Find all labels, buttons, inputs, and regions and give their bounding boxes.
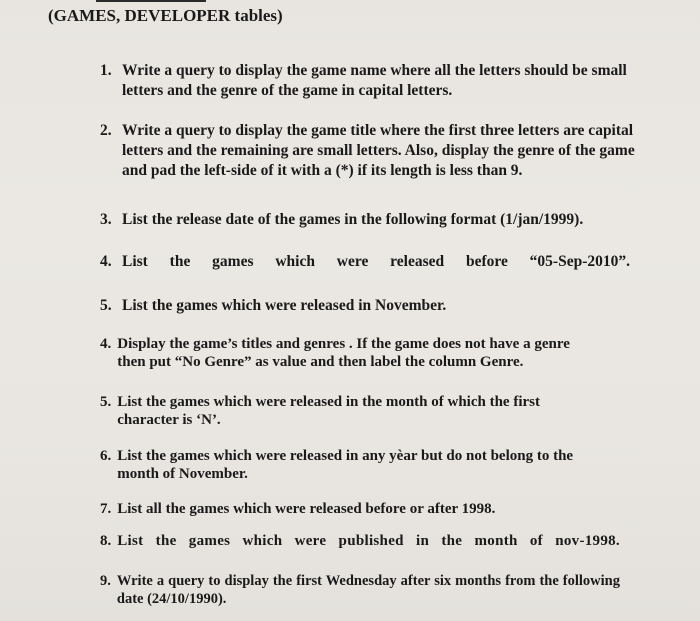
question-text: List all the games which were released before or after 1998.: [117, 501, 496, 517]
question-item: [100, 252, 630, 272]
question-number: 5.: [100, 394, 112, 410]
question-number: 9.: [100, 573, 111, 589]
question-item: [100, 210, 620, 230]
document-heading: (GAMES, DEVELOPER tables): [48, 6, 283, 25]
question-text: List the games which were published in the month of nov-1998.: [117, 533, 620, 549]
question-number: 1.: [100, 62, 112, 79]
question-number: 4.: [100, 253, 112, 270]
question-item: [100, 531, 620, 551]
question-text: Display the game’s titles and genres . If the game does not have a genre then put “No Genre” as value and then label the column Genre.: [117, 336, 570, 370]
question-item: [100, 499, 520, 519]
question-item: [100, 572, 620, 608]
question-item: [100, 393, 570, 429]
question-text: Write a query to display the game title where the first three letters are capital letters and the remaining are small letters. Also, display the genre of the game and pad the left-side of it with a (*) if its length is less than 9.: [122, 122, 635, 179]
question-item: [100, 61, 648, 101]
question-item: [100, 335, 600, 371]
question-item: [100, 296, 530, 316]
question-number: 5.: [100, 297, 112, 314]
question-text: List the release date of the games in the following format (1/jan/1999).: [122, 211, 584, 228]
question-text: Write a query to display the first Wednesday after six months from the following date (24/10/1990).: [116, 573, 620, 607]
question-number: 2.: [100, 122, 112, 139]
question-text: List the games which were released before “05-Sep-2010”.: [122, 253, 630, 270]
question-number: 8.: [100, 533, 112, 549]
question-text: List the games which were released in November.: [122, 297, 447, 314]
question-number: 3.: [100, 211, 112, 228]
question-number: 6.: [100, 448, 112, 464]
question-number: 7.: [100, 501, 112, 517]
top-rule: [96, 0, 206, 2]
question-number: 4.: [100, 336, 112, 352]
question-item: [100, 447, 600, 483]
question-text: List the games which were released in any yèar but do not belong to the month of November.: [117, 448, 574, 482]
question-text: List the games which were released in the month of which the first character is ‘N’.: [117, 394, 540, 428]
question-item: [100, 121, 640, 181]
question-text: Write a query to display the game name where all the letters should be small letters and the genre of the game in capital letters.: [122, 62, 627, 99]
